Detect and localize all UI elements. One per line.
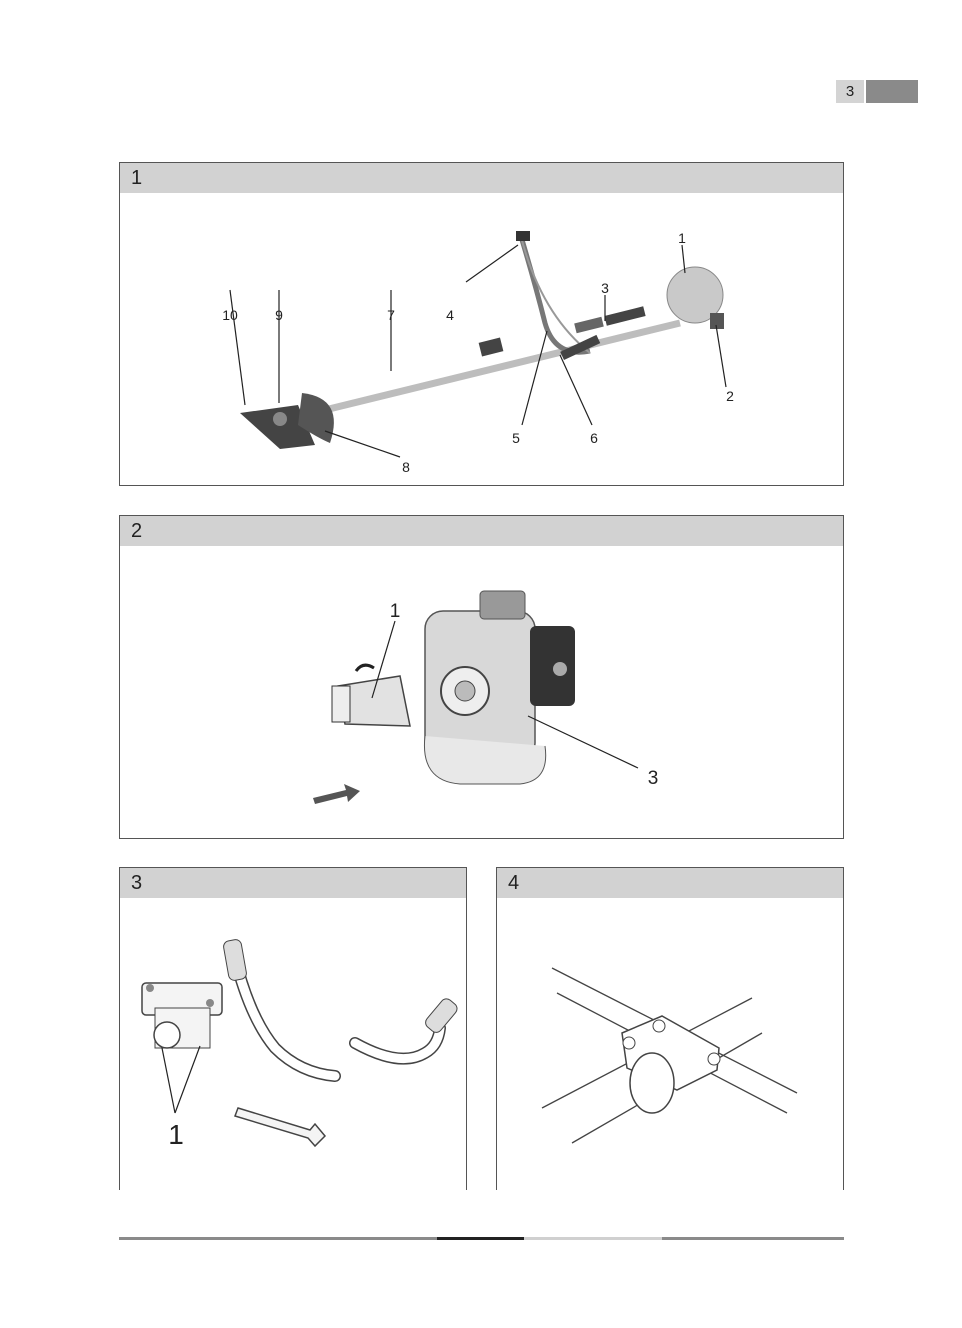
choke-knob: [553, 662, 567, 676]
footer-rule-accent: [437, 1237, 524, 1240]
handlebar-grip: [423, 996, 459, 1034]
air-filter: [530, 626, 575, 706]
figure-4-number: 4: [497, 868, 843, 898]
figure-1-callout-7: 7: [387, 307, 395, 323]
figure-2-panel: [119, 515, 844, 839]
figure-1-callout-4: 4: [446, 307, 454, 323]
drive-shaft: [280, 323, 680, 421]
throttle-grip: [516, 231, 530, 241]
figure-3-illustration: [120, 898, 466, 1190]
clamp-bore: [630, 1053, 674, 1113]
fuel-tank: [710, 313, 724, 329]
gear-head: [273, 412, 287, 426]
figure-1-callout-9: 9: [275, 307, 283, 323]
figure-2-callout-3: 3: [647, 768, 659, 789]
clamp-screw: [206, 999, 214, 1007]
footer-rule-light: [524, 1237, 662, 1240]
shaft-clamp: [332, 686, 350, 722]
shaft-collar: [574, 317, 604, 333]
clamp-screw: [623, 1037, 635, 1049]
figure-1-callout-8: 8: [402, 459, 410, 475]
figure-1-illustration: [120, 193, 843, 485]
clamp-screw: [653, 1020, 665, 1032]
figure-1-callout-2: 2: [726, 388, 734, 404]
clamp-screw: [146, 984, 154, 992]
figure-1-callout-5: 5: [512, 430, 520, 446]
figure-4-illustration: [497, 898, 843, 1190]
wrench: [235, 1108, 325, 1146]
figure-2-callout-1: 1: [389, 601, 401, 622]
footer-rule-right: [662, 1237, 844, 1240]
rear-handle: [604, 306, 645, 325]
clamp-screw: [708, 1053, 720, 1065]
insert-arrow: [313, 784, 360, 804]
figure-3-panel: [119, 867, 467, 1190]
figure-3-number: 3: [120, 868, 466, 898]
handlebar-grip: [223, 939, 248, 982]
throttle-cable: [520, 233, 590, 353]
figure-1-callout-10: 10: [222, 307, 238, 323]
figure-1-number: 1: [120, 163, 843, 193]
coupling-center: [455, 681, 475, 701]
clamp-bore: [154, 1022, 180, 1048]
handlebar: [520, 233, 590, 352]
figure-3-callout-1: 1: [168, 1119, 184, 1150]
figure-2-number: 2: [120, 516, 843, 546]
footer-rule-left: [119, 1237, 437, 1240]
figure-1-panel: [119, 162, 844, 486]
page-number: 3: [836, 80, 864, 103]
figure-1-callout-1: 1: [678, 230, 686, 246]
figure-2-illustration: [120, 546, 843, 838]
shaft-grip: [479, 338, 504, 357]
figure-4-panel: [496, 867, 844, 1190]
rotation-arrow: [356, 665, 374, 671]
figure-1-callout-3: 3: [601, 280, 609, 296]
figure-1-callout-6: 6: [590, 430, 598, 446]
spark-plug-cover: [480, 591, 525, 619]
page-tab-marker: [866, 80, 918, 103]
